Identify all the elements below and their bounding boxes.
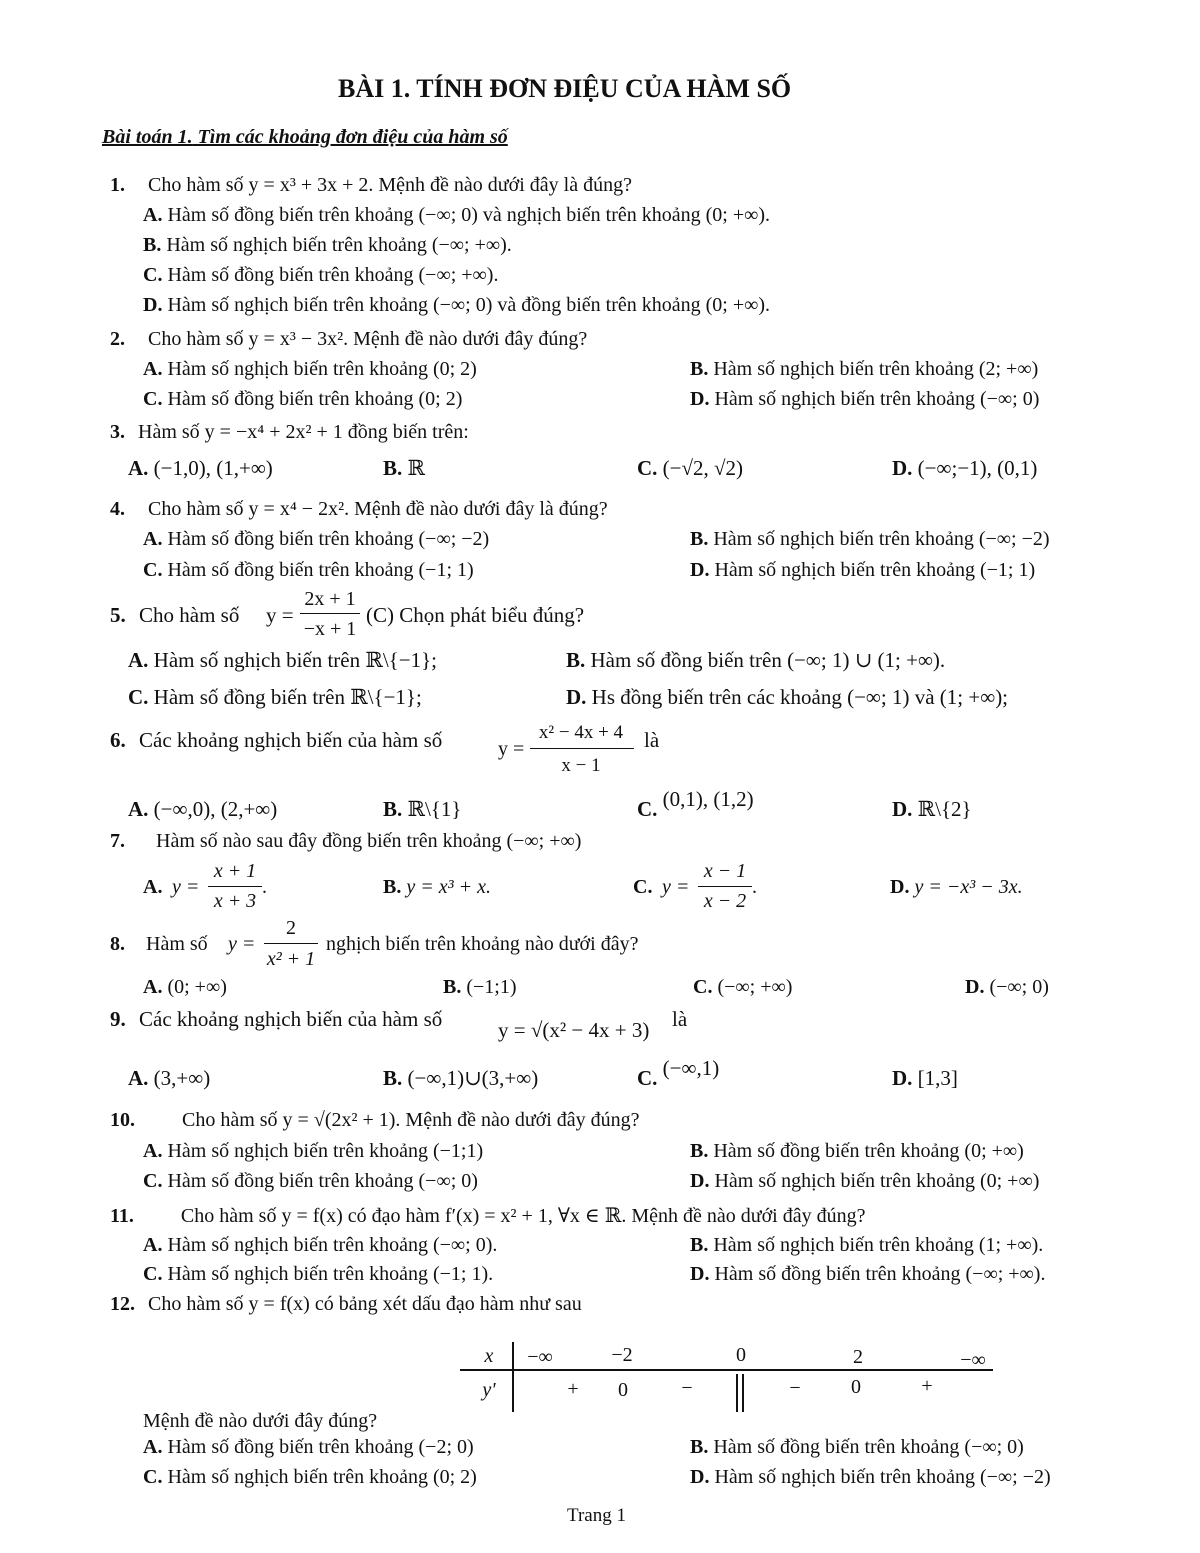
- question-number: 9.: [110, 1007, 126, 1031]
- option-letter: B.: [566, 648, 586, 672]
- q3-option-b: [383, 456, 425, 481]
- question-stem-after: là: [672, 1007, 688, 1031]
- question-stem-before: Cho hàm số: [139, 603, 240, 627]
- question-stem: Cho hàm số y = √(2x² + 1). Mệnh đề nào dưới đây đúng?: [182, 1109, 640, 1131]
- option-text: Hàm số nghịch biến trên khoảng (0; +∞): [714, 1170, 1040, 1192]
- question-number: 12.: [110, 1293, 135, 1315]
- option-letter: D.: [890, 876, 910, 898]
- q6-function-label: y =: [498, 738, 525, 760]
- option-text: Hàm số nghịch biến trên khoảng (−∞; −2): [714, 1466, 1051, 1488]
- option-text: (−∞; +∞): [717, 976, 793, 998]
- section-label: Bài toán 1.: [102, 126, 193, 148]
- q6-option-c: [637, 787, 754, 821]
- option-letter: A.: [143, 976, 163, 998]
- sign-table-derivative-label: y': [482, 1379, 496, 1401]
- option-letter: C.: [693, 976, 713, 998]
- option-text: Hàm số đồng biến trên khoảng (−∞; +∞).: [167, 264, 499, 286]
- option-letter: A.: [128, 1066, 149, 1090]
- q7-option-c-denominator: x − 2: [703, 890, 747, 912]
- option-letter: B.: [383, 1066, 403, 1090]
- question-stem: Cho hàm số y = x³ − 3x². Mệnh đề nào dưới đây đúng?: [148, 328, 588, 350]
- question-stem-before: Các khoảng nghịch biến của hàm số: [139, 728, 443, 752]
- sign-table-x-label: x: [484, 1345, 494, 1367]
- question-stem: Cho hàm số y = f(x) có đạo hàm f′(x) = x² + 1, ∀x ∈ ℝ. Mệnh đề nào dưới đây đúng?: [180, 1205, 866, 1227]
- option-text: (0,1), (1,2): [662, 787, 754, 811]
- option-text: ℝ\{2}: [917, 797, 972, 821]
- q7-option-c-letter: [633, 876, 652, 899]
- q11-option-c: [143, 1263, 493, 1286]
- question-stem: Hàm số nào sau đây đồng biến trên khoảng (−∞; +∞): [156, 830, 582, 852]
- q7-option-a-numerator: x + 1: [213, 860, 257, 882]
- q10-option-a: [143, 1140, 483, 1163]
- question-5: [110, 603, 239, 628]
- question-stem: Cho hàm số y = x⁴ − 2x². Mệnh đề nào dưới đây là đúng?: [148, 498, 608, 520]
- option-letter: C.: [143, 559, 163, 581]
- q10-option-d: [690, 1170, 1039, 1193]
- q6-fraction-numerator: x² − 4x + 4: [538, 722, 624, 743]
- option-letter: A.: [128, 797, 149, 821]
- option-letter: B.: [143, 234, 162, 256]
- q6-option-b: [383, 797, 461, 822]
- question-9: [110, 1007, 442, 1032]
- q10-option-b: [690, 1140, 1024, 1163]
- question-number: 11.: [110, 1205, 134, 1227]
- q7-option-c-bar: [698, 886, 752, 887]
- option-letter: B.: [690, 358, 709, 380]
- question-10: [110, 1109, 640, 1132]
- q12-option-b: [690, 1436, 1024, 1459]
- option-text: (−∞,1)∪(3,+∞): [407, 1066, 539, 1090]
- sign-table-sign: −: [681, 1377, 693, 1399]
- option-letter: D.: [690, 1263, 710, 1285]
- option-text: ℝ\{1}: [407, 797, 462, 821]
- q5-fraction-denominator: −x + 1: [303, 618, 357, 640]
- q5-fraction-numerator: 2x + 1: [304, 588, 356, 610]
- option-text: Hs đồng biến trên các khoảng (−∞; 1) và (1; +∞);: [591, 685, 1009, 709]
- option-letter: B.: [690, 528, 709, 550]
- question-number: 1.: [110, 174, 125, 196]
- sign-table-sign: +: [567, 1378, 579, 1400]
- q8-option-d: [965, 976, 1049, 999]
- q9-option-b: [383, 1066, 538, 1091]
- q4-option-b: [690, 528, 1050, 551]
- sign-table-x-value: 0: [736, 1344, 746, 1366]
- option-letter: A.: [143, 1234, 163, 1256]
- question-3: [110, 421, 469, 444]
- option-text: ℝ: [407, 456, 425, 480]
- option-text: Hàm số nghịch biến trên khoảng (0; 2): [167, 358, 477, 380]
- option-letter: D.: [690, 559, 710, 581]
- option-text: Hàm số đồng biến trên khoảng (0; +∞): [713, 1140, 1024, 1162]
- question-stem-after: là: [644, 728, 660, 752]
- q7-option-c-numerator: x − 1: [703, 860, 747, 882]
- option-text: Hàm số đồng biến trên khoảng (−2; 0): [167, 1436, 474, 1458]
- question-stem-before: Hàm số: [146, 933, 208, 955]
- q3-option-c: [637, 456, 743, 481]
- option-text: Hàm số nghịch biến trên ℝ\{−1};: [153, 648, 437, 672]
- option-letter: B.: [690, 1140, 709, 1162]
- q8-fraction-numerator: 2: [286, 917, 296, 939]
- option-text: (−∞; 0): [989, 976, 1049, 998]
- q9-option-d: [892, 1066, 958, 1091]
- section-heading: [102, 126, 508, 149]
- sign-table-sign: −: [789, 1377, 801, 1399]
- q8-fraction-bar: [264, 943, 318, 944]
- option-letter: D.: [566, 685, 587, 709]
- option-letter: D.: [690, 388, 710, 410]
- sign-table-sign: 0: [618, 1379, 628, 1401]
- sign-table-x-value: 2: [853, 1346, 863, 1368]
- option-text: y = −x³ − 3x.: [914, 876, 1023, 898]
- q5-function-label: y =: [266, 603, 294, 627]
- option-text: Hàm số đồng biến trên khoảng (−∞; +∞).: [714, 1263, 1046, 1285]
- q7-option-d: [890, 876, 1023, 899]
- section-text: Tìm các khoảng đơn điệu của hàm số: [192, 126, 508, 148]
- question-number: 2.: [110, 328, 125, 350]
- q5-option-d: [566, 685, 1008, 710]
- q6-option-d: [892, 797, 972, 822]
- q1-option-d: [143, 294, 770, 317]
- option-letter: D.: [892, 456, 913, 480]
- q9-option-a: [128, 1066, 210, 1091]
- q4-option-c: [143, 559, 474, 582]
- option-letter: D.: [143, 294, 163, 316]
- option-letter: D.: [690, 1170, 710, 1192]
- q7-option-a-letter: [143, 876, 162, 899]
- option-text: Hàm số nghịch biến trên khoảng (−∞; 0).: [167, 1234, 498, 1256]
- q12-option-d: [690, 1466, 1051, 1489]
- option-letter: D.: [892, 797, 913, 821]
- option-text: (−∞,0), (2,+∞): [153, 797, 278, 821]
- sign-table-sign: 0: [851, 1376, 861, 1398]
- option-text: Hàm số đồng biến trên khoảng (0; 2): [167, 388, 463, 410]
- option-letter: A.: [143, 876, 163, 898]
- sign-table-x-value: −∞: [527, 1346, 553, 1368]
- q3-option-d: [892, 456, 1037, 481]
- q8-fraction-denominator: x² + 1: [266, 948, 316, 970]
- q8-option-a: [143, 976, 227, 999]
- q5-option-c: [128, 685, 422, 710]
- option-text: [1,3]: [917, 1066, 958, 1090]
- question-4: [110, 498, 608, 521]
- q5-fraction-bar: [300, 613, 360, 614]
- sign-table-x-value: −2: [611, 1344, 633, 1366]
- option-letter: A.: [128, 456, 149, 480]
- option-text: (−1;1): [466, 976, 517, 998]
- option-letter: C.: [143, 388, 163, 410]
- option-text: (−1,0), (1,+∞): [153, 456, 273, 480]
- q12-option-a: [143, 1436, 474, 1459]
- page-title: BÀI 1. TÍNH ĐƠN ĐIỆU CỦA HÀM SỐ: [338, 74, 792, 103]
- q1-option-b: [143, 234, 512, 257]
- option-letter: D.: [892, 1066, 913, 1090]
- question-stem-after: nghịch biến trên khoảng nào dưới đây?: [326, 933, 639, 955]
- question-stem-before: Các khoảng nghịch biến của hàm số: [139, 1007, 443, 1031]
- option-text: Hàm số nghịch biến trên khoảng (−1; 1).: [167, 1263, 494, 1285]
- question-number: 8.: [110, 933, 125, 955]
- option-letter: D.: [690, 1466, 710, 1488]
- option-text: Hàm số nghịch biến trên khoảng (1; +∞).: [713, 1234, 1044, 1256]
- option-text: Hàm số đồng biến trên khoảng (−1; 1): [167, 559, 474, 581]
- q5-option-b: [566, 648, 945, 673]
- option-text: Hàm số đồng biến trên khoảng (−∞; 0): [713, 1436, 1024, 1458]
- q12-option-c: [143, 1466, 477, 1489]
- q8-function-label: y =: [228, 933, 256, 955]
- question-stem-after: (C) Chọn phát biểu đúng?: [366, 603, 585, 627]
- option-letter: C.: [143, 1466, 163, 1488]
- question-stem: Cho hàm số y = x³ + 3x + 2. Mệnh đề nào dưới đây là đúng?: [148, 174, 632, 196]
- q4-option-a: [143, 528, 489, 551]
- q9-option-c: [637, 1056, 720, 1090]
- q6-fraction-denominator: x − 1: [561, 755, 601, 776]
- option-text: Hàm số đồng biến trên ℝ\{−1};: [153, 685, 422, 709]
- option-text: Hàm số nghịch biến trên khoảng (−1;1): [167, 1140, 484, 1162]
- option-letter: C.: [143, 1170, 163, 1192]
- option-text: (0; +∞): [167, 976, 227, 998]
- question-stem: Cho hàm số y = f(x) có bảng xét dấu đạo hàm như sau: [148, 1293, 582, 1315]
- q12-prompt: Mệnh đề nào dưới đây đúng?: [143, 1410, 378, 1432]
- option-letter: A.: [143, 1436, 163, 1458]
- option-text: Hàm số đồng biến trên khoảng (−∞; 0): [167, 1170, 478, 1192]
- q7-option-a-y: y =: [172, 876, 200, 898]
- option-letter: A.: [143, 204, 163, 226]
- option-text: Hàm số nghịch biến trên khoảng (−∞; 0): [714, 388, 1040, 410]
- option-letter: B.: [690, 1234, 709, 1256]
- question-number: 6.: [110, 728, 126, 752]
- option-text: Hàm số nghịch biến trên khoảng (−1; 1): [714, 559, 1036, 581]
- sign-table-x-value: −∞: [960, 1349, 986, 1371]
- q9-formula: y = √(x² − 4x + 3): [498, 1018, 650, 1042]
- q11-option-b: [690, 1234, 1043, 1257]
- option-letter: A.: [143, 1140, 163, 1162]
- q2-option-c: [143, 388, 462, 411]
- question-1: [110, 174, 632, 197]
- option-letter: B.: [443, 976, 462, 998]
- option-text: (3,+∞): [153, 1066, 211, 1090]
- q2-option-a: [143, 358, 477, 381]
- question-number: 4.: [110, 498, 125, 520]
- q2-option-d: [690, 388, 1039, 411]
- option-letter: C.: [637, 797, 658, 821]
- question-7: [110, 830, 581, 853]
- question-stem: Hàm số y = −x⁴ + 2x² + 1 đồng biến trên:: [138, 421, 469, 443]
- sign-table: [455, 1336, 1000, 1416]
- option-letter: A.: [128, 648, 149, 672]
- option-letter: C.: [637, 456, 658, 480]
- option-letter: B.: [383, 797, 403, 821]
- option-letter: C.: [637, 1066, 658, 1090]
- q8-option-c: [693, 976, 792, 999]
- option-letter: B.: [383, 876, 402, 898]
- option-letter: C.: [633, 876, 653, 898]
- q7-option-b: [383, 876, 491, 899]
- q2-option-b: [690, 358, 1038, 381]
- option-text: Hàm số đồng biến trên (−∞; 1) ∪ (1; +∞).: [590, 648, 946, 672]
- q3-option-a: [128, 456, 273, 481]
- option-letter: D.: [965, 976, 985, 998]
- q6-option-a: [128, 797, 277, 822]
- option-letter: B.: [690, 1436, 709, 1458]
- q7-option-c-tail: .: [752, 876, 757, 898]
- option-text: y = x³ + x.: [406, 876, 491, 898]
- option-text: Hàm số nghịch biến trên khoảng (−∞; 0) và đồng biến trên khoảng (0; +∞).: [167, 294, 771, 316]
- q5-option-a: [128, 648, 437, 673]
- q10-option-c: [143, 1170, 478, 1193]
- question-number: 5.: [110, 603, 126, 627]
- option-letter: C.: [143, 264, 163, 286]
- option-letter: A.: [143, 358, 163, 380]
- q7-option-c-y: y =: [662, 876, 690, 898]
- question-11: [110, 1203, 865, 1228]
- question-number: 7.: [110, 830, 125, 852]
- question-2: [110, 328, 587, 351]
- option-text: (−∞,1): [662, 1056, 720, 1080]
- q7-option-a-denominator: x + 3: [213, 890, 257, 912]
- option-text: Hàm số nghịch biến trên khoảng (−∞; −2): [713, 528, 1050, 550]
- option-text: Hàm số nghịch biến trên khoảng (−∞; +∞).: [166, 234, 512, 256]
- question-6: [110, 728, 442, 753]
- option-text: Hàm số đồng biến trên khoảng (−∞; 0) và nghịch biến trên khoảng (0; +∞).: [167, 204, 771, 226]
- q7-option-a-bar: [208, 886, 262, 887]
- question-12: [110, 1293, 582, 1316]
- q1-option-a: [143, 204, 770, 227]
- question-number: 10.: [110, 1109, 135, 1131]
- option-text: (−√2, √2): [662, 456, 744, 480]
- option-text: Hàm số nghịch biến trên khoảng (2; +∞): [713, 358, 1039, 380]
- page-number: Trang 1: [567, 1505, 626, 1526]
- q4-option-d: [690, 559, 1035, 582]
- option-letter: C.: [143, 1263, 163, 1285]
- option-text: Hàm số nghịch biến trên khoảng (0; 2): [167, 1466, 477, 1488]
- q11-option-d: [690, 1263, 1045, 1286]
- question-8: [110, 933, 208, 956]
- q7-option-a-tail: .: [262, 876, 267, 898]
- q8-option-b: [443, 976, 517, 999]
- question-number: 3.: [110, 421, 125, 443]
- q1-option-c: [143, 264, 498, 287]
- option-text: Hàm số đồng biến trên khoảng (−∞; −2): [167, 528, 490, 550]
- option-letter: C.: [128, 685, 149, 709]
- option-text: (−∞;−1), (0,1): [917, 456, 1038, 480]
- option-letter: B.: [383, 456, 403, 480]
- q6-fraction-bar: [530, 748, 634, 749]
- sign-table-sign: +: [921, 1375, 933, 1397]
- option-letter: A.: [143, 528, 163, 550]
- q11-option-a: [143, 1234, 497, 1257]
